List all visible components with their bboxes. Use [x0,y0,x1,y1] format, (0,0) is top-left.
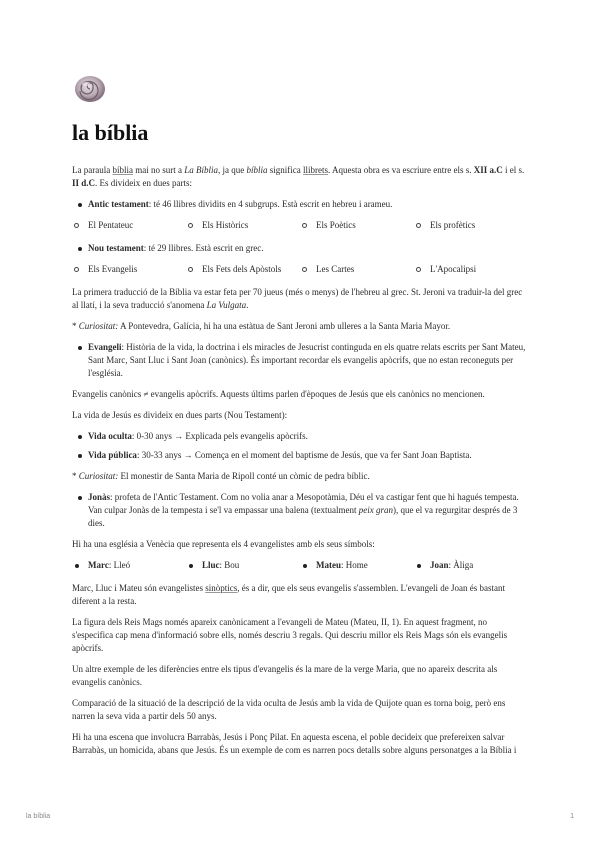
list-item: Els Històrics [186,219,300,232]
list-item: Joan: Àliga [414,559,528,572]
footer-title: la bíblia [26,813,51,820]
simbols-list [72,559,530,572]
jonas-list [72,491,530,530]
quijote-paragraph: Comparació de la situació de la descripció de la vida oculta de Jesús amb la vida de Quijote quan es torna boig, però ens narren la seva vida a partir dels 50 anys. [72,698,506,721]
antic-list [72,198,530,211]
list-item: Els Fets dels Apòstols [186,263,300,276]
list-item: Lluc: Bou [186,559,300,572]
list-item: L'Apocalipsi [414,263,528,276]
list-item: Mateu: Home [300,559,414,572]
link-llibrets[interactable]: llibrets [303,165,329,175]
list-item: Els profètics [414,219,528,232]
curiositat-note: * Curiositat: El monestir de Santa Maria de Ripoll conté un còmic de pedra bíblic. [72,471,370,481]
shell-icon [72,70,108,106]
page-number: 1 [570,813,574,820]
link-biblia[interactable]: bíblia [112,165,133,175]
list-item: Els Poètics [300,219,414,232]
list-item: Marc: Lleó [72,559,186,572]
list-item: Vida oculta: 0-30 anys → Explicada pels evangelis apòcrifs. [88,430,530,443]
antic-groups [72,219,530,232]
list-item: Vida pública: 30-33 anys → Comença en el moment del baptisme de Jesús, que va fer Sant Joan Baptista. [88,449,530,462]
curiositat-note: * Curiositat: A Pontevedra, Galícia, hi ha una estàtua de Sant Jeroni amb ulleres a la Santa Maria Mayor. [72,321,451,331]
vida-list [72,430,530,462]
list-item: El Pentateuc [72,219,186,232]
list-item: Les Cartes [300,263,414,276]
list-item: Evangeli: Història de la vida, la doctrina i els miracles de Jesucrist continguda en els quatre relats escrits per Sant Mateu, Sant Marc, Sant Lluc i Sant Joan (canònics). És important recordar els evangelis apòcrifs, que no estan reconeguts per l'església. [88,341,530,380]
document-body [72,70,530,765]
vida-intro: La vida de Jesús es divideix en dues parts (Nou Testament): [72,410,288,420]
evangeli-list [72,341,530,380]
link-sinoptics[interactable]: sinòptics [205,583,238,593]
barrabas-paragraph: Hi ha una escena que involucra Barrabàs, Jesús i Ponç Pilat. En aquesta escena, el poble decideix que prefereixen salvar Barrabàs, un homicida, abans que Jesús. És un exemple de com es narren pocs detalls sobre alguns personatges a la Bíblia i [72,732,517,755]
reis-paragraph: La figura dels Reis Mags només apareix canònicament a l'evangeli de Mateu (Mateu, II, 1). En aquest fragment, no s'especifica cap mena d'informació sobre ells, només descriu 3 regals. Qui descriu millor els Reis Mags són els evangelis apòcrifs. [72,617,508,653]
page-footer [26,813,574,820]
list-item: Els Evangelis [72,263,186,276]
diferencies-paragraph: Un altre exemple de les diferències entre els tipus d'evangelis és la mare de la verge Maria, que no apareix descrita als evangelis canònics. [72,664,498,687]
nou-list [72,242,530,255]
list-item: Nou testament: té 29 llibres. Està escrit en grec. [88,242,530,255]
nou-groups [72,263,530,276]
sinoptics-paragraph: Marc, Lluc i Mateu són evangelistes sinòptics, és a dir, que els seus evangelis s'assemblen. L'evangeli de Joan és bastant diferent a la resta. [72,583,506,606]
esglesia-paragraph: Hi ha una església a Venècia que representa els 4 evangelistes amb els seus símbols: [72,539,375,549]
intro-paragraph: La paraula bíblia mai no surt a La Bíblia, ja que bíblia significa llibrets. Aquesta obra es va escriure entre els s. XII a.C i el s. II d.C. Es divideix en dues parts: [72,165,525,188]
canonics-paragraph: Evangelis canònics ≠ evangelis apòcrifs. Aquests últims parlen d'èpoques de Jesús que els canònics no mencionen. [72,389,485,399]
traduccio-paragraph: La primera traducció de la Bíblia va estar feta per 70 jueus (més o menys) de l'hebreu al grec. St. Jeroni va traduir-la del grec al llatí, i la seva traducció s'anomena La Vulgata. [72,287,523,310]
list-item: Jonàs: profeta de l'Antic Testament. Com no volia anar a Mesopotàmia, Déu el va castigar fent que hi hagués tempesta. Van culpar Jonàs de la tempesta i se'l va empassar una balena (textualment peix gran), que el va regurgitar després de 3 dies. [88,491,530,530]
list-item: Antic testament: té 46 llibres dividits en 4 subgrups. Està escrit en hebreu i arameu. [88,198,530,211]
page-title: la bíblia [72,120,149,145]
